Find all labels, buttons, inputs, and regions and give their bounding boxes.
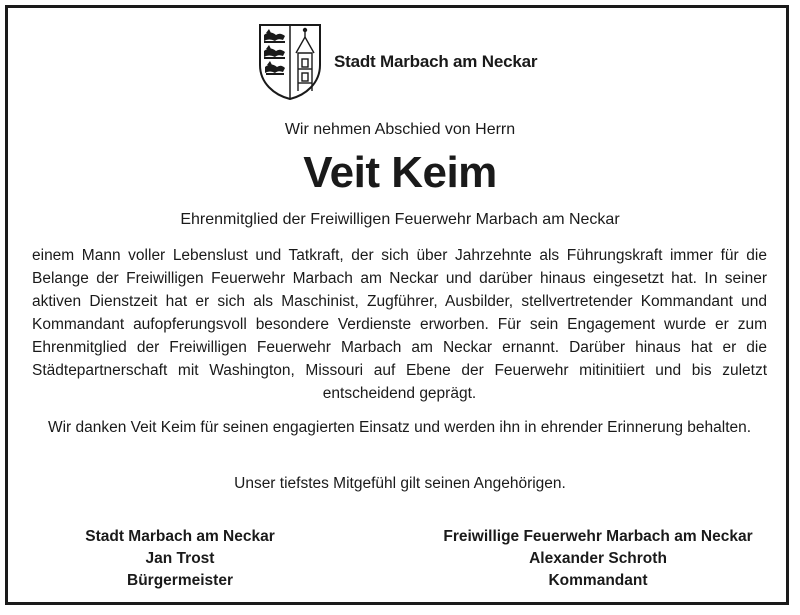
thanks-paragraph: Wir danken Veit Keim für seinen engagierten Einsatz und werden ihn in ehrender Erinnerung behalten. [47, 419, 752, 436]
obituary-notice [5, 5, 789, 605]
marbach-coat-of-arms-icon [258, 23, 322, 101]
signature-org: Stadt Marbach am Neckar [85, 528, 275, 545]
header-city-name: Stadt Marbach am Neckar [334, 52, 538, 71]
signature-org: Freiwillige Feuerwehr Marbach am Neckar [443, 528, 753, 545]
signature-block-city [70, 526, 290, 592]
signature-role: Kommandant [548, 572, 648, 589]
header [258, 22, 537, 102]
intro-line: Wir nehmen Abschied von Herrn [284, 121, 516, 138]
signature-person: Jan Trost [145, 550, 215, 567]
tribute-paragraph: einem Mann voller Lebenslust und Tatkraft, der sich über Jahrzehnte als Führungskraft immer für die Belange der Freiwilligen Feuerwehr Marbach am Neckar und darüber hinaus eingesetzt hat. In seiner aktiven Dienstzeit hat er sich als Maschinist, Zugführer, Ausbilder, stellvertretender Kommandant und Kommandant aufopferungsvoll besondere Verdienste erworben. Für sein Engagement wurde er zum Ehrenmitglied der Freiwilligen Feuerwehr Marbach am Neckar ernannt. Darüber hinaus hat er die Städtepartnerschaft mit Washington, Missouri auf Ebene der Feuerwehr mitinitiiert und bis zuletzt entscheidend geprägt. [32, 247, 767, 402]
signature-person: Alexander Schroth [529, 550, 667, 567]
deceased-name: Veit Keim [303, 148, 497, 197]
sympathy-line: Unser tiefstes Mitgefühl gilt seinen Angehörigen. [234, 475, 566, 492]
signature-role: Bürgermeister [127, 572, 233, 589]
signature-block-fire-department [413, 526, 783, 592]
honor-title: Ehrenmitglied der Freiwilligen Feuerwehr Marbach am Neckar [180, 211, 620, 228]
